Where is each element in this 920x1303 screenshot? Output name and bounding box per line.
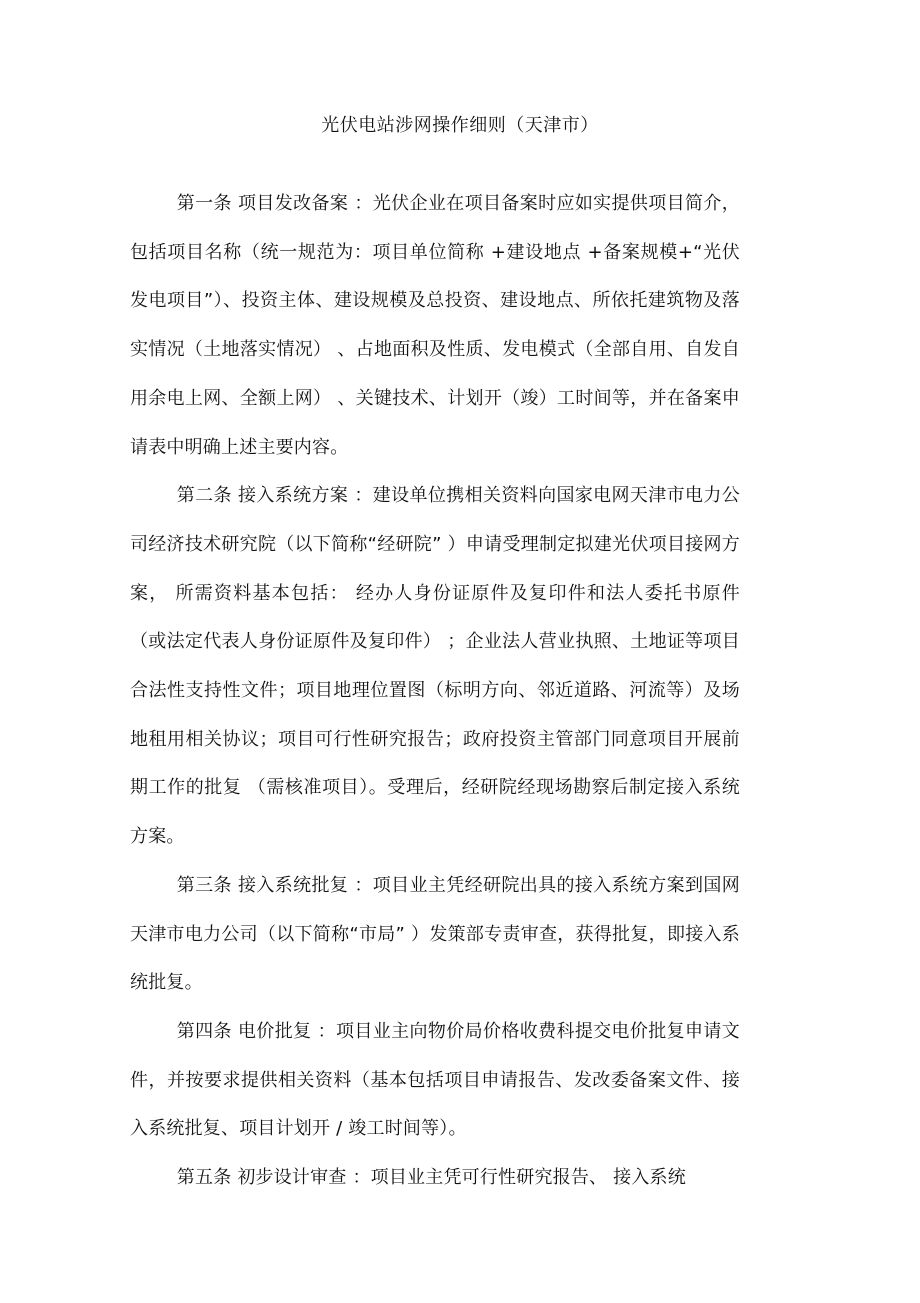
document-body bbox=[130, 180, 740, 1203]
article-2-paragraph: 第二条 接入系统方案 ：建设单位携相关资料向国家电网天津市电力公司经济技术研究院（以下简称“经研院” ）申请受理制定拟建光伏项目接网方案， 所需资料基本包括： 经办人身份证原件及复印件和法人委托书原件（或法定代表人身份证原件及复印件） ；企业法人营业执照、土地证等项目合法性支持性文件；项目地理位置图（标明方向、邻近道路、河流等）及场地租用相关协议；项目可行性研究报告；政府投资主管部门同意项目开展前期工作的批复 （需核准项目）。受理后，经研院经现场勘察后制定接入系统方案。 bbox=[130, 485, 740, 848]
article-5-paragraph: 第五条 初步设计审查 ：项目业主凭可行性研究报告、 接入系统 bbox=[176, 1167, 686, 1189]
article-3-paragraph: 第三条 接入系统批复 ：项目业主凭经研院出具的接入系统方案到国网天津市电力公司（以下简称“市局” ）发策部专责审查，获得批复，即接入系统批复。 bbox=[130, 874, 740, 994]
article-1-paragraph: 第一条 项目发改备案 ：光伏企业在项目备案时应如实提供项目简介，包括项目名称（统一规范为：项目单位简称 +建设地点 +备案规模+“光伏发电项目”）、投资主体、建设规模及总投资、建设地点、所依托建筑物及落实情况（土地落实情况） 、占地面积及性质、发电模式（全部自用、自发自用余电上网、全额上网） 、关键技术、计划开（竣）工时间等，并在备案申请表中明确上述主要内容。 bbox=[130, 193, 740, 458]
document-title: 光伏电站涉网操作细则（天津市） bbox=[321, 115, 599, 136]
article-4-paragraph: 第四条 电价批复 ：项目业主向物价局价格收费科提交电价批复申请文件，并按要求提供相关资料（基本包括项目申请报告、发改委备案文件、接入系统批复、项目计划开 / 竣工时间等）。 bbox=[130, 1020, 740, 1140]
